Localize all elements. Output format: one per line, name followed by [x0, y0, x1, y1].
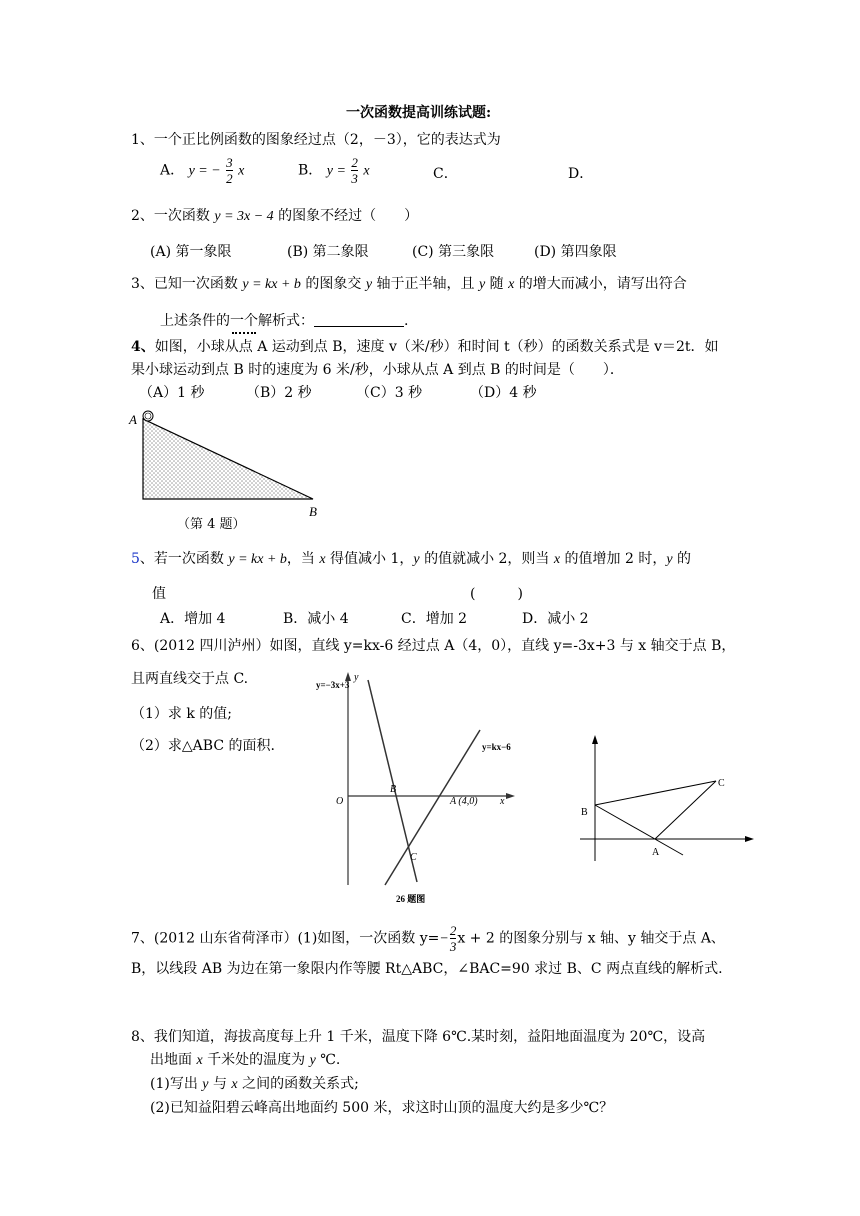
q4-option-b: （B）2 秒 [246, 385, 312, 401]
answer-blank [314, 314, 404, 327]
label-c: C [410, 852, 417, 863]
ball-icon [143, 411, 153, 421]
q5-option-d: D．减小 2 [522, 611, 589, 627]
option-a-lhs: y = − [188, 163, 221, 179]
question-7-line2: B，以线段 AB 为边在第一象限内作等腰 Rt△ABC，∠BAC=90 求过 B、C 两点直线的解析式. [131, 961, 723, 977]
option-b [298, 156, 370, 185]
question-6-sub1: （1）求 k 的值; [131, 706, 233, 722]
label-line2: y=kx−6 [482, 742, 511, 752]
label-x: x [500, 796, 505, 807]
q7-fraction: $\frac{2}{3}$ [449, 923, 457, 954]
question-6-sub2: （2）求△ABC 的面积. [131, 738, 275, 754]
segment-ca [655, 781, 716, 839]
q5-number: 5 [131, 551, 140, 567]
question-8-line1: 8、我们知道，海拔高度每上升 1 千米，温度下降 6℃.某时刻，益阳地面温度为 20℃，设高 [131, 1029, 706, 1045]
question-5-line1: 5、若一次函数 y = kx + b，当 x 得值减小 1，y 的值就减小 2，则当 x 的值增加 2 时，y 的 [131, 551, 692, 567]
q4-option-a: （A）1 秒 [139, 385, 205, 401]
option-d-label: D． [568, 166, 594, 182]
q2-option-d: (D) 第四象限 [534, 244, 617, 260]
option-c-label: C． [433, 166, 458, 182]
q2-option-c: (C) 第三象限 [412, 244, 495, 260]
q5-answer-paren: ( ) [470, 586, 523, 602]
question-3-line1: 3、已知一次函数 y = kx + b 的图象交 y 轴于正半轴，且 y 随 x 的增大而减小，请写出符合 [131, 276, 687, 292]
question-8-sub2: (2)已知益阳碧云峰高出地面约 500 米，求这时山顶的温度大约是多少℃？ [150, 1100, 614, 1116]
question-1-options [160, 156, 244, 185]
option-b-fraction: $\frac{2}{3}$ [351, 155, 358, 186]
option-b-lhs: y = [326, 163, 346, 179]
triangle-slope [143, 419, 313, 499]
q6-figure [310, 670, 520, 910]
q5-option-c: C．增加 2 [401, 611, 468, 627]
segment-bc [595, 781, 716, 805]
emphasis-dotted: 一个 [230, 313, 258, 329]
q2-pre: 2、一次函数 [131, 208, 215, 224]
y-axis-arrow-icon [592, 735, 598, 744]
question-3-line2: 上述条件的一个解析式： . [160, 313, 409, 329]
question-6-line1: 6、(2012 四川泸州）如图，直线 y=kx-6 经过点 A（4，0），直线 y=-3x+3 与 x 轴交于点 B， [131, 638, 736, 654]
label-b: B [581, 807, 588, 818]
label-a: A [652, 847, 660, 858]
label-line1: y=−3x+3 [316, 680, 350, 690]
x-axis-arrow-icon [506, 793, 515, 799]
option-b-var: x [363, 163, 370, 179]
option-b-label: B． [298, 162, 323, 179]
label-origin: O [336, 796, 344, 807]
question-1-stem: 1、一个正比例函数的图象经过点（2，－3），它的表达式为 [131, 132, 501, 148]
option-a-fraction: $\frac{3}{2}$ [226, 155, 233, 186]
figure-caption: 26 题图 [396, 894, 426, 904]
q4-option-d: （D）4 秒 [470, 385, 537, 401]
label-a: A (4,0) [450, 796, 478, 807]
q2-post: 的图象不经过（ ） [273, 208, 419, 224]
q4-number: 4 [131, 339, 141, 355]
option-a-label: A． [160, 162, 185, 179]
question-2-stem [131, 209, 418, 224]
q4-option-c: （C）3 秒 [356, 385, 423, 401]
q4-caption: （第 4 题） [177, 517, 246, 532]
option-a-var: x [238, 163, 245, 179]
label-b: B [309, 504, 317, 519]
page-title: 一次函数提高训练试题: [346, 105, 492, 121]
q2-option-a: (A) 第一象限 [150, 244, 232, 260]
question-7-line1: 7、(2012 山东省荷泽市）(1)如图，一次函数 y=− $\frac{2}{3}$ x + 2 的图象分别与 x 轴、y 轴交于点 A、 [131, 923, 725, 954]
label-a: A [129, 412, 137, 427]
q2-equation: y = 3x − 4 [214, 209, 274, 224]
label-c: C [718, 778, 725, 789]
question-4-line2: 果小球运动到点 B 时的速度为 6 米/秒，小球从点 A 到点 B 的时间是（ ）． [131, 362, 624, 378]
q2-option-b: (B) 第二象限 [287, 244, 369, 260]
label-b: B [390, 784, 397, 795]
x-axis-arrow-icon [745, 836, 754, 842]
question-6-line2: 且两直线交于点 C. [131, 671, 249, 687]
q7-figure [575, 733, 760, 868]
question-8-line2: 出地面 x 千米处的温度为 y ℃. [150, 1052, 341, 1068]
q5-option-b: B．减小 4 [283, 611, 349, 627]
label-y: y [354, 672, 359, 683]
question-4-line1: 4、如图，小球从点 A 运动到点 B，速度 v（米/秒）和时间 t（秒）的函数关系式是 v＝2t．如 [131, 339, 719, 355]
line-ab [595, 805, 683, 855]
question-5-line2: 值 [152, 586, 166, 602]
question-8-sub1: (1)写出 y 与 x 之间的函数关系式; [150, 1076, 359, 1092]
q5-option-a: A．增加 4 [160, 611, 226, 627]
